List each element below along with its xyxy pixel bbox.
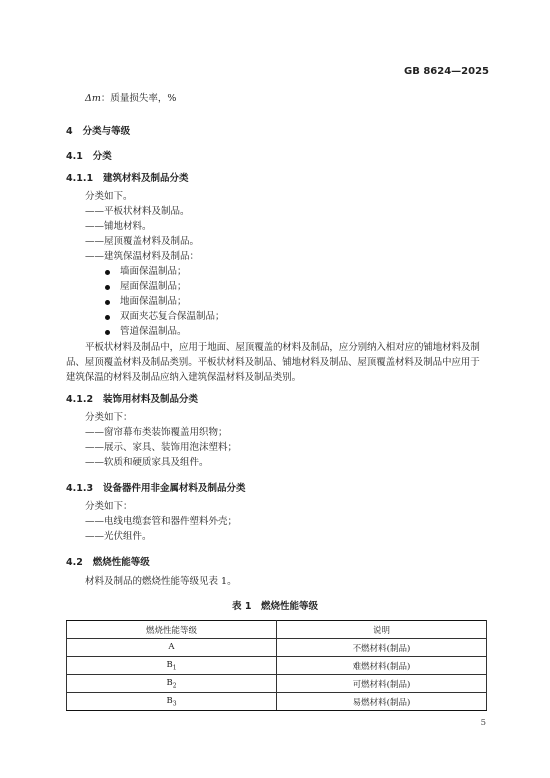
section-4-1-3-heading [66,480,246,494]
description-cell: 易燃材料(制品) [277,693,487,711]
standard-number: GB 8624—2025 [404,66,489,77]
section-title: 燃烧性能等级 [92,557,150,568]
list-item: ——铺地材料。 [85,221,152,232]
list-item: ——平板状材料及制品。 [85,206,190,217]
intro-text: 分类如下。 [85,191,133,202]
intro-text: 分类如下： [85,501,133,512]
grade-cell: $B_3$ [67,693,277,711]
section-number: 4.2 [66,557,83,568]
grade-cell: $B_2$ [67,675,277,693]
section-number: 4.1 [66,151,83,162]
list-item: ——窗帘幕布类装饰覆盖用织物； [85,427,228,438]
sub-list-item: 管道保温制品。 [120,326,187,337]
section-4-heading [66,123,130,137]
table-row [67,639,487,657]
description-cell: 不燃材料(制品) [277,639,487,657]
section-number: 4.1.3 [66,483,94,494]
symbol-text: ：质量损失率，% [100,93,177,104]
bullet-icon [105,270,110,275]
table-header-row [67,621,487,639]
symbol-definition [85,91,176,106]
list-item: ——屋顶覆盖材料及制品。 [85,236,200,247]
bullet-icon [105,315,110,320]
section-number: 4 [66,126,73,137]
column-header-description: 说明 [277,621,487,639]
section-title: 分类 [92,151,112,162]
section-title: 装饰用材料及制品分类 [103,394,199,405]
section-title: 设备器件用非金属材料及制品分类 [103,483,246,494]
section-text: 材料及制品的燃烧性能等级见表 1。 [85,576,237,587]
description-cell: 可燃材料(制品) [277,675,487,693]
list-item: ——建筑保温材料及制品： [85,251,200,262]
intro-text: 分类如下： [85,412,133,423]
section-4-2-heading [66,554,150,568]
table-row [67,675,487,693]
list-item: ——展示、家具、装饰用泡沫塑料； [85,442,238,453]
list-item: ——光伏组件。 [85,531,152,542]
section-number: 4.1.1 [66,173,94,184]
section-number: 4.1.2 [66,394,94,405]
bullet-icon [105,330,110,335]
symbol: Δm [85,93,101,104]
page-number: 5 [480,718,486,728]
section-4-1-2-heading [66,391,198,405]
section-title: 建筑材料及制品分类 [103,173,189,184]
grade-cell: A [67,639,277,657]
sub-list-item: 双面夹芯复合保温制品； [120,311,225,322]
section-title: 分类与等级 [82,126,131,137]
table-row [67,693,487,711]
list-item: ——电线电缆套管和器件塑料外壳； [85,516,238,527]
bullet-icon [105,285,110,290]
section-4-1-heading [66,148,112,162]
classification-paragraph: 平板状材料及制品中，应用于地面、屋顶覆盖的材料及制品，应分别纳入相对应的铺地材料及制品、屋顶覆盖材料及制品类别。平板状材料及制品、铺地材料及制品、屋顶覆盖材料及制品中应用于建筑保温的材料及制品应纳入建筑保温材料及制品类别。 [66,342,480,383]
bullet-icon [105,300,110,305]
sub-list-item: 屋面保温制品； [120,281,187,292]
description-cell: 难燃材料(制品) [277,657,487,675]
column-header-grade: 燃烧性能等级 [67,621,277,639]
grade-table [66,620,487,711]
section-4-1-1-heading [66,170,189,184]
sub-list-item: 地面保温制品； [120,296,187,307]
table-caption: 表 1 燃烧性能等级 [232,601,318,612]
list-item: ——软质和硬质家具及组件。 [85,457,209,468]
grade-cell: $B_1$ [67,657,277,675]
table-row [67,657,487,675]
sub-list-item: 墙面保温制品； [120,266,187,277]
